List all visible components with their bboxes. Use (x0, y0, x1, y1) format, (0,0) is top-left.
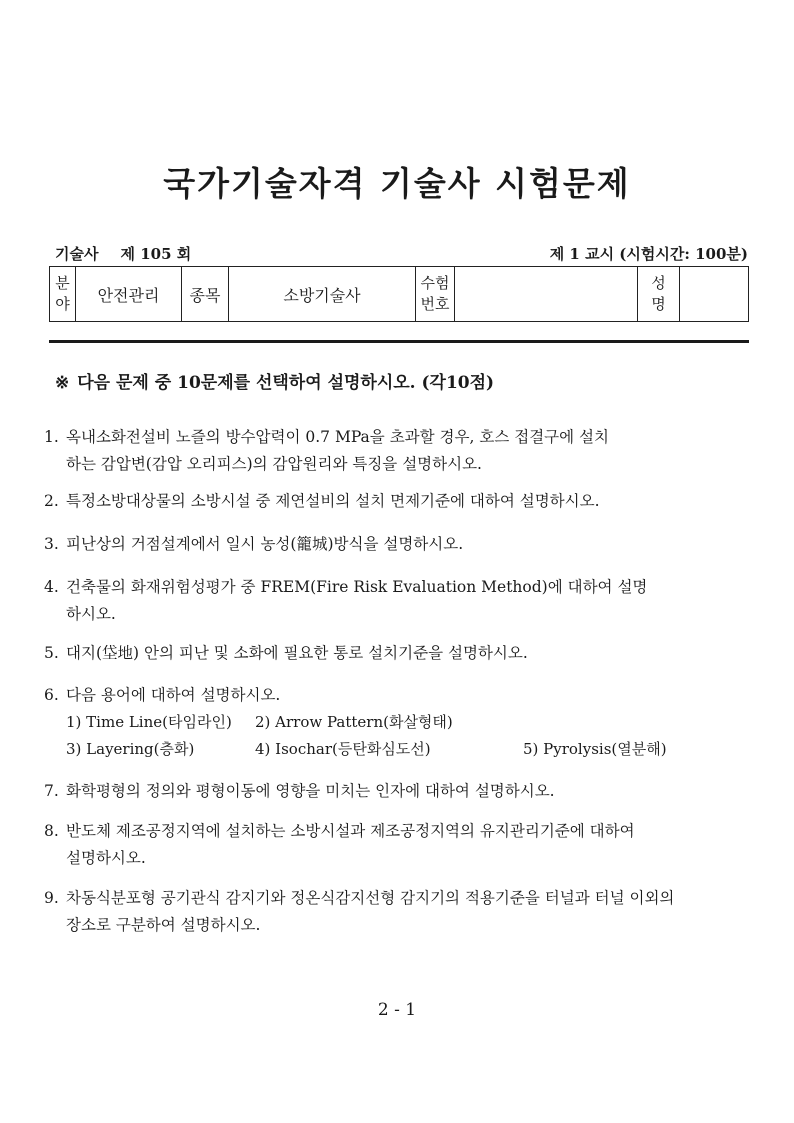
question-text-line: 차동식분포형 공기관식 감지기와 정온식감지선형 감지기의 적용기준을 터널과 터널 이외의 (66, 889, 675, 907)
field-value-cell: 안전관리 (76, 267, 182, 322)
question-text-line: 옥내소화전설비 노즐의 방수압력이 0.7 MPa을 초과할 경우, 호스 접결구에 설치 (66, 428, 609, 446)
reference-mark-icon: ※ (55, 373, 70, 393)
category-label: 기술사 (55, 245, 99, 263)
question-text-line: 반도체 제조공정지역에 설치하는 소방시설과 제조공정지역의 유지관리기준에 대하여 (66, 822, 635, 840)
question-number: 7. (44, 782, 59, 800)
field-label-cell: 분 야 (50, 267, 76, 322)
exam-round: 제 105 회 (120, 245, 192, 263)
question-number: 2. (44, 492, 59, 510)
page-number: 2 - 1 (377, 1000, 417, 1020)
question-7 (44, 778, 754, 805)
question-text-line: 장소로 구분하여 설명하시오. (66, 916, 261, 934)
question-9 (44, 885, 754, 939)
question-1 (44, 424, 754, 478)
question-3 (44, 531, 754, 558)
question-6 (44, 682, 754, 709)
question-text-line: 대지(垈地) 안의 피난 및 소화에 필요한 통로 설치기준을 설명하시오. (66, 644, 528, 662)
instruction-text: 다음 문제 중 10문제를 선택하여 설명하시오. (각10점) (77, 373, 495, 393)
exam-info-table (49, 266, 749, 322)
divider-rule (49, 340, 749, 343)
question-number: 1. (44, 428, 59, 446)
question-5 (44, 640, 754, 667)
question-4 (44, 574, 754, 628)
question-text-line: 특정소방대상물의 소방시설 중 제연설비의 설치 면제기준에 대하여 설명하시오. (66, 492, 600, 510)
question-text-line: 설명하시오. (66, 849, 146, 867)
question-text-line: 다음 용어에 대하여 설명하시오. (66, 686, 281, 704)
question-2 (44, 488, 754, 515)
question-number: 8. (44, 822, 59, 840)
exam-category (55, 243, 191, 264)
type-value-cell: 소방기술사 (229, 267, 416, 322)
term-item: 4) Isochar(등탄화심도선) (255, 740, 431, 758)
exam-number-label-cell: 수험 번호 (416, 267, 455, 322)
term-item: 3) Layering(층화) (66, 740, 195, 758)
type-label-cell: 종목 (182, 267, 229, 322)
term-item: 5) Pyrolysis(열분해) (523, 740, 667, 758)
question-text-line: 건축물의 화재위험성평가 중 FREM(Fire Risk Evaluation Method)에 대하여 설명 (66, 578, 648, 596)
name-label-cell: 성 명 (638, 267, 680, 322)
exam-number-field[interactable] (455, 267, 638, 322)
name-field[interactable] (680, 267, 749, 322)
question-text-line: 하시오. (66, 605, 116, 623)
question-text-line: 피난상의 거점설계에서 일시 농성(籠城)방식을 설명하시오. (66, 535, 464, 553)
question-number: 9. (44, 889, 59, 907)
question-text-line: 화학평형의 정의와 평형이동에 영향을 미치는 인자에 대하여 설명하시오. (66, 782, 555, 800)
question-number: 3. (44, 535, 59, 553)
question-number: 6. (44, 686, 59, 704)
question-text-line: 하는 감압변(감압 오리피스)의 감압원리와 특징을 설명하시오. (66, 455, 482, 473)
instruction (55, 368, 494, 393)
question-8 (44, 818, 754, 872)
page-title: 국가기술자격 기술사 시험문제 (163, 164, 631, 203)
question-number: 4. (44, 578, 59, 596)
term-item: 2) Arrow Pattern(화살형태) (255, 713, 453, 731)
question-number: 5. (44, 644, 59, 662)
term-item: 1) Time Line(타임라인) (66, 713, 232, 731)
session-time: 제 1 교시 (시험시간: 100분) (549, 245, 748, 263)
